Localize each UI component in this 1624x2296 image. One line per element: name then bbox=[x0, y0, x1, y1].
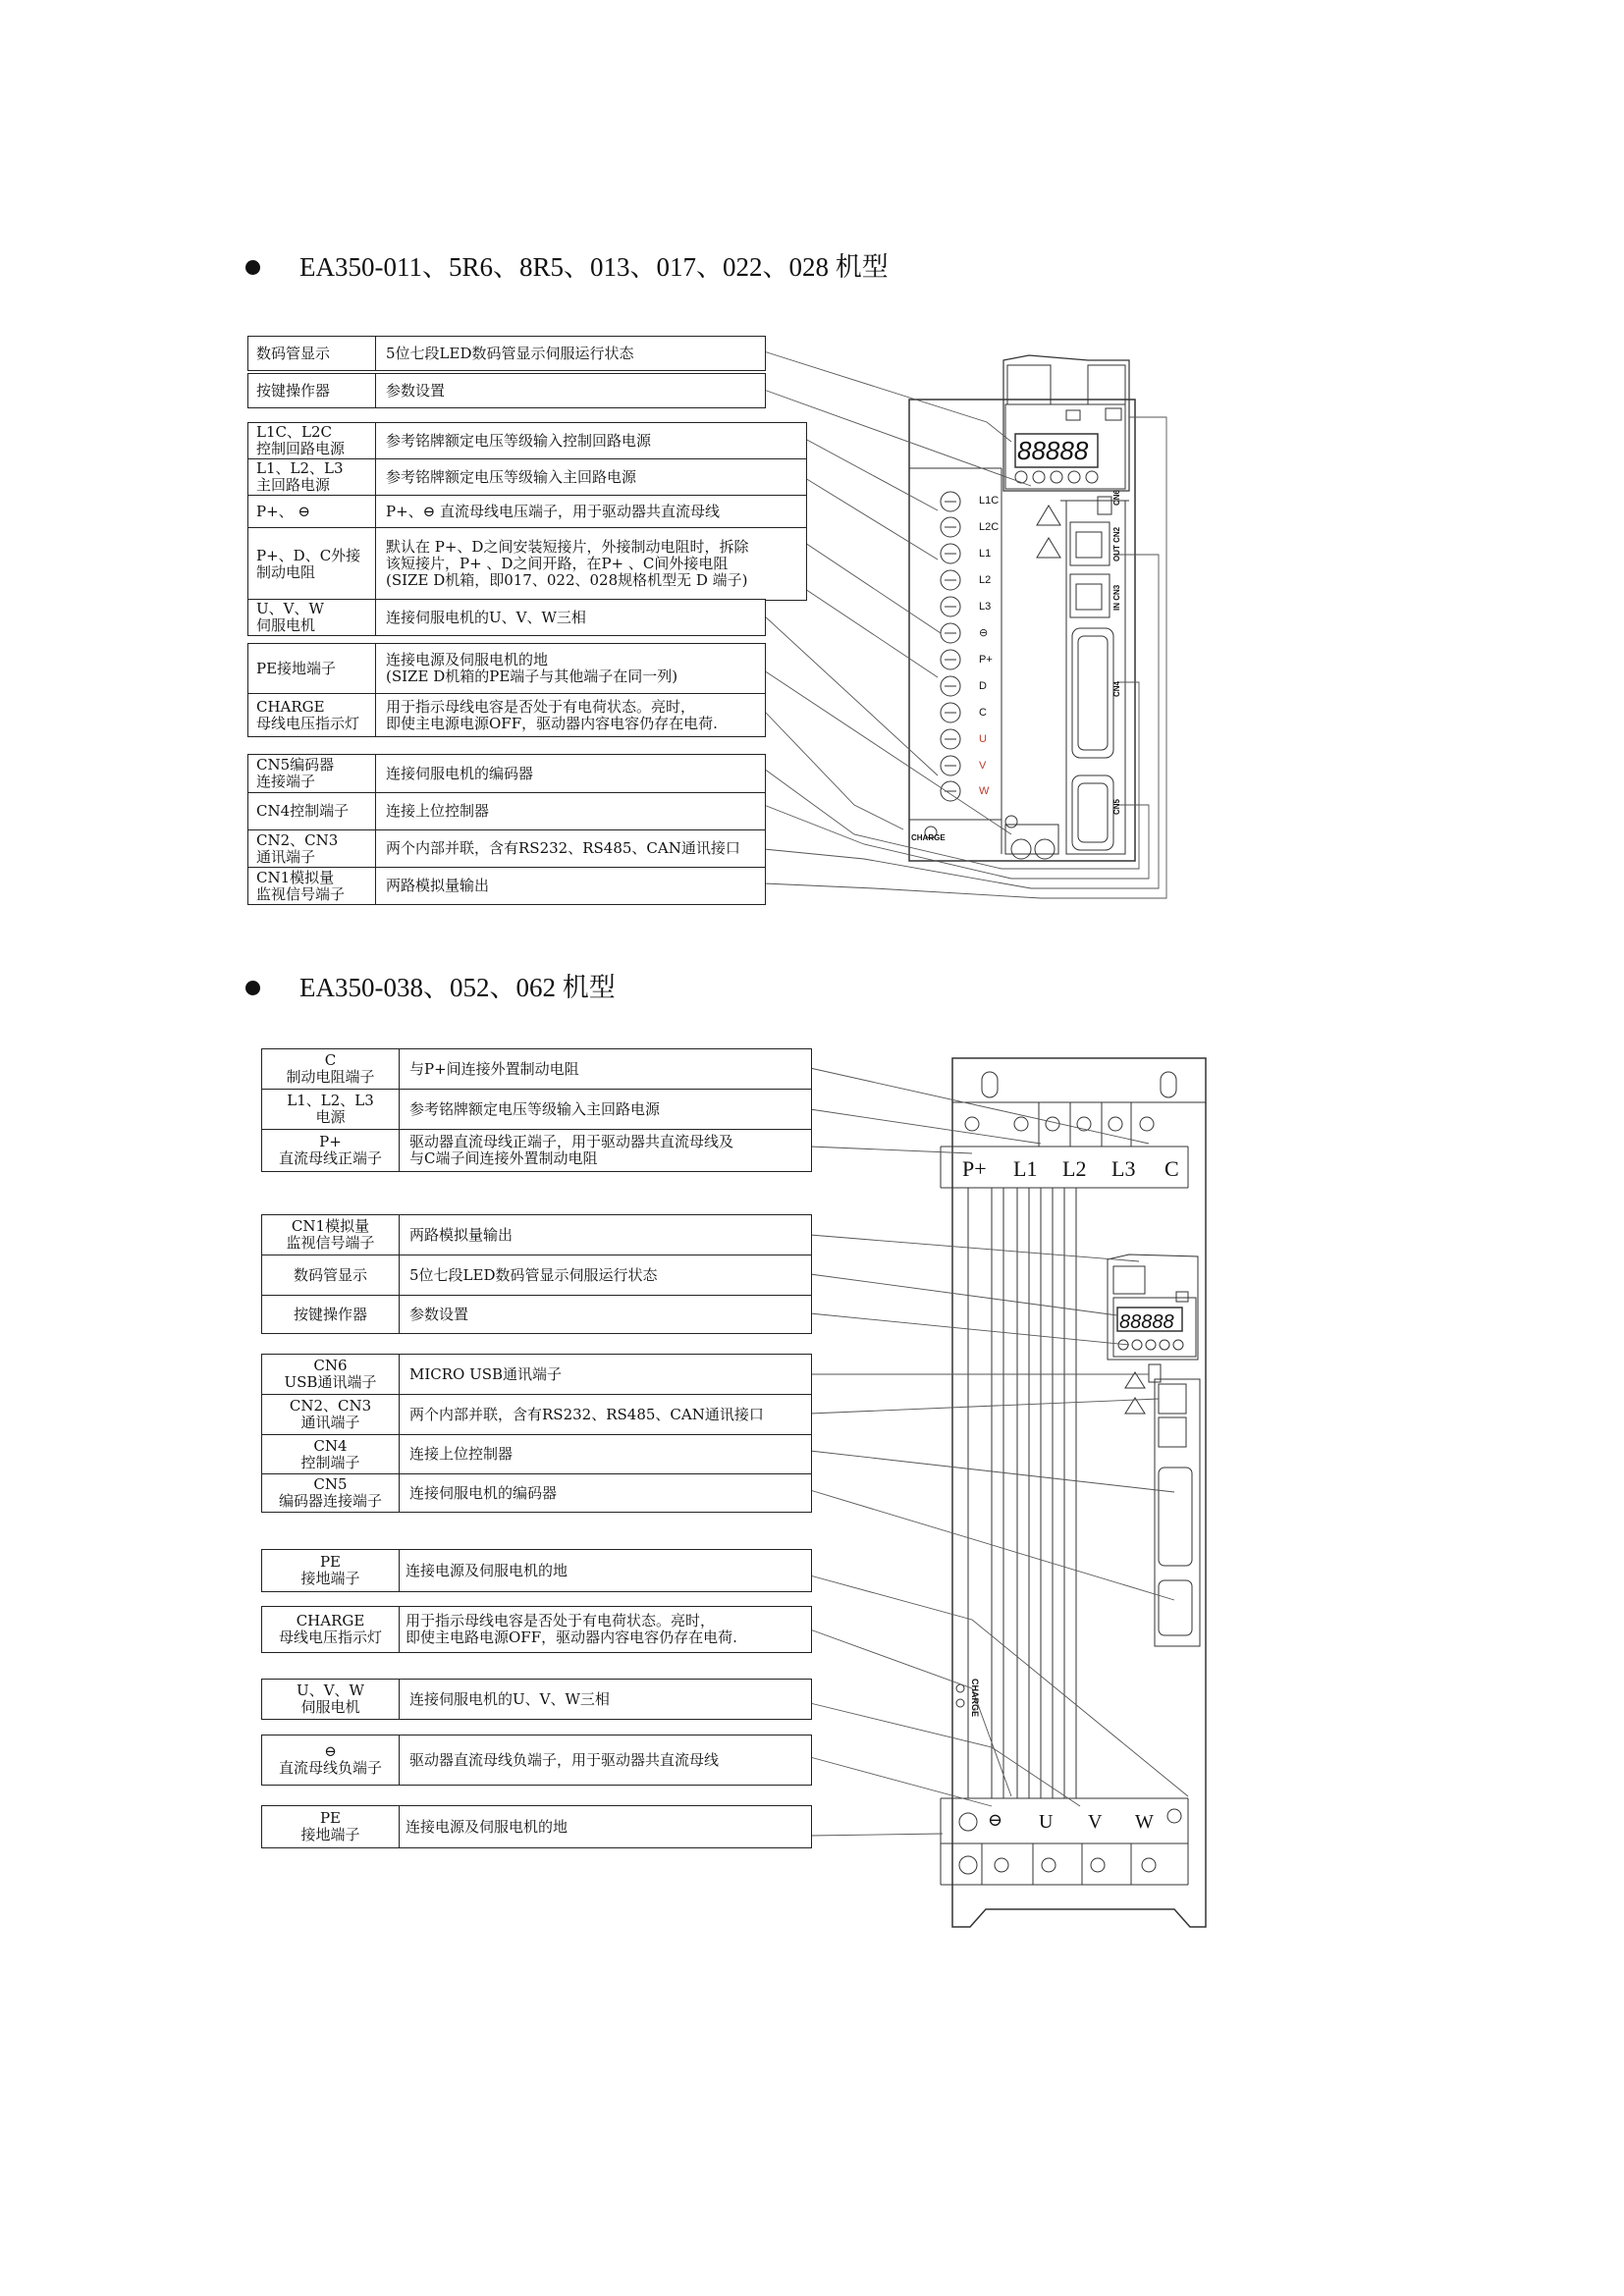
spec-name: 编码器连接端子 bbox=[278, 1492, 382, 1510]
spec-name: 监视信号端子 bbox=[256, 884, 346, 903]
spec-desc: 该短接片，P+ 、D之间开路，在P+ 、C间外接电阻 bbox=[386, 555, 729, 572]
terminal-label: U bbox=[979, 733, 987, 745]
spec-row bbox=[248, 830, 765, 868]
leader-lines-section1 bbox=[764, 351, 1166, 898]
spec-row bbox=[262, 1049, 811, 1090]
led-display-small: 88888 bbox=[1017, 436, 1089, 465]
spec-desc: 连接伺服电机的编码器 bbox=[409, 1483, 558, 1502]
leader-lines-section2 bbox=[810, 1068, 1188, 1836]
spec-desc: 连接电源及伺服电机的地 bbox=[406, 1561, 568, 1579]
spec-desc: 5位七段LED数码管显示伺服运行状态 bbox=[386, 344, 634, 362]
top-terminal-label: L2 bbox=[1062, 1156, 1087, 1181]
spec-name: L1、L2、L3 bbox=[287, 1092, 374, 1109]
spec-row bbox=[261, 1679, 812, 1720]
spec-name: CN4控制端子 bbox=[256, 802, 350, 820]
spec-name: CN1模拟量 bbox=[256, 868, 335, 886]
spec-row bbox=[262, 1355, 811, 1395]
spec-name: 控制端子 bbox=[300, 1453, 360, 1471]
spec-name: CHARGE bbox=[256, 697, 325, 716]
spec-name: 母线电压指示灯 bbox=[256, 714, 360, 732]
spec-row bbox=[262, 1130, 811, 1171]
spec-desc: 两路模拟量输出 bbox=[386, 877, 490, 894]
spec-table bbox=[247, 754, 766, 905]
terminal-label: D bbox=[979, 680, 987, 692]
spec-desc: 参数设置 bbox=[409, 1305, 469, 1323]
spec-table bbox=[261, 1354, 812, 1513]
spec-desc: 与C端子间连接外置制动电阻 bbox=[409, 1149, 598, 1167]
spec-desc: 与P+间连接外置制动电阻 bbox=[409, 1059, 579, 1078]
spec-name: P+、 ⊖ bbox=[256, 502, 310, 520]
connector-label: CN6 bbox=[1112, 489, 1121, 506]
terminal-label: L1C bbox=[979, 495, 1000, 507]
spec-desc: 连接伺服电机的编码器 bbox=[386, 764, 534, 782]
spec-name: C bbox=[324, 1051, 337, 1069]
spec-desc: 参数设置 bbox=[386, 381, 446, 400]
spec-row bbox=[248, 423, 806, 459]
spec-row bbox=[261, 1606, 812, 1653]
spec-row bbox=[262, 1090, 811, 1130]
spec-name: L1C、L2C bbox=[256, 423, 332, 441]
spec-desc: 5位七段LED数码管显示伺服运行状态 bbox=[409, 1265, 658, 1284]
spec-name: 连接端子 bbox=[256, 773, 316, 790]
spec-table bbox=[247, 422, 807, 601]
spec-name: CN5 bbox=[313, 1475, 348, 1493]
spec-name: 控制回路电源 bbox=[256, 440, 346, 457]
terminal-label: L1 bbox=[979, 548, 992, 560]
spec-desc: 连接上位控制器 bbox=[409, 1445, 514, 1463]
spec-row bbox=[247, 336, 766, 371]
spec-name: 监视信号端子 bbox=[286, 1234, 375, 1252]
spec-name: 接地端子 bbox=[300, 1826, 360, 1843]
spec-name: ⊖ bbox=[324, 1742, 337, 1760]
spec-name: 电源 bbox=[315, 1108, 346, 1126]
connector-label: CN5 bbox=[1112, 798, 1121, 815]
spec-desc: P+、⊖ 直流母线电压端子，用于驱动器共直流母线 bbox=[386, 502, 720, 520]
spec-name: U、V、W bbox=[297, 1682, 364, 1699]
spec-name: P+ bbox=[319, 1133, 342, 1150]
top-terminal-label: P+ bbox=[962, 1156, 987, 1181]
spec-name: 接地端子 bbox=[300, 1570, 360, 1587]
terminal-label: L3 bbox=[979, 601, 992, 613]
connector-label: OUT CN2 bbox=[1112, 526, 1121, 561]
top-terminal-label: L3 bbox=[1111, 1156, 1136, 1181]
spec-desc: 两个内部并联，含有RS232、RS485、CAN通讯接口 bbox=[409, 1405, 764, 1423]
spec-name: L1、L2、L3 bbox=[256, 459, 344, 477]
keypad-buttons-small bbox=[1015, 471, 1098, 483]
bottom-terminal-label: ⊖ bbox=[988, 1810, 1003, 1830]
charge-label-small: CHARGE bbox=[911, 833, 946, 842]
spec-name: CN5编码器 bbox=[256, 756, 335, 774]
spec-desc: 用于指示母线电容是否处于有电荷状态。亮时， bbox=[406, 1612, 716, 1629]
spec-row bbox=[262, 1474, 811, 1512]
spec-name: CN2、CN3 bbox=[289, 1397, 372, 1415]
spec-desc: 连接伺服电机的U、V、W三相 bbox=[409, 1689, 610, 1708]
spec-name: 数码管显示 bbox=[256, 344, 331, 362]
spec-name: 通讯端子 bbox=[256, 847, 316, 866]
terminal-label: L2 bbox=[979, 574, 992, 586]
terminal-label: V bbox=[979, 760, 987, 772]
spec-name: PE bbox=[319, 1553, 342, 1571]
spec-name: 按键操作器 bbox=[256, 381, 331, 400]
spec-desc: 驱动器直流母线负端子，用于驱动器共直流母线 bbox=[409, 1750, 720, 1769]
spec-name: 主回路电源 bbox=[256, 476, 331, 494]
spec-desc: 连接电源及伺服电机的地 bbox=[406, 1817, 568, 1836]
spec-name: CN4 bbox=[313, 1436, 348, 1455]
spec-row bbox=[248, 755, 765, 793]
spec-row bbox=[247, 599, 766, 636]
spec-desc: 默认在 P+、D之间安装短接片，外接制动电阻时，拆除 bbox=[386, 538, 749, 556]
terminal-label: C bbox=[979, 707, 987, 719]
spec-name: 制动电阻端子 bbox=[286, 1068, 375, 1086]
spec-name: 母线电压指示灯 bbox=[278, 1629, 382, 1646]
spec-desc: 参考铭牌额定电压等级输入主回路电源 bbox=[386, 467, 637, 486]
spec-row bbox=[261, 1805, 812, 1848]
charge-label-large: CHARGE bbox=[970, 1679, 980, 1718]
spec-name: USB通讯端子 bbox=[284, 1373, 377, 1391]
spec-table bbox=[247, 643, 766, 737]
spec-desc: 连接伺服电机的U、V、W三相 bbox=[386, 608, 586, 626]
spec-desc: (SIZE D机箱的PE端子与其他端子在同一列) bbox=[386, 667, 678, 685]
spec-table bbox=[261, 1048, 812, 1172]
spec-row bbox=[247, 373, 766, 408]
spec-desc: 连接上位控制器 bbox=[386, 802, 490, 820]
spec-name: CHARGE bbox=[296, 1612, 365, 1629]
spec-row bbox=[248, 459, 806, 496]
spec-row bbox=[248, 868, 765, 904]
section1-title: EA350-011、5R6、8R5、013、017、022、028 机型 bbox=[299, 252, 889, 282]
spec-row bbox=[261, 1735, 812, 1786]
spec-name: 通讯端子 bbox=[300, 1414, 360, 1431]
terminal-screws-large bbox=[956, 1117, 1181, 1874]
spec-name: P+、D、C外接 bbox=[256, 546, 361, 564]
spec-name: CN6 bbox=[313, 1357, 348, 1374]
spec-row bbox=[248, 694, 765, 736]
spec-row bbox=[248, 496, 806, 528]
terminal-label: ⊖ bbox=[979, 627, 989, 639]
terminal-label: L2C bbox=[979, 521, 1000, 533]
spec-name: U、V、W bbox=[256, 600, 324, 617]
spec-name: PE bbox=[319, 1809, 342, 1827]
spec-name: PE接地端子 bbox=[256, 659, 337, 677]
spec-row bbox=[262, 1395, 811, 1435]
bottom-terminal-label: W bbox=[1135, 1811, 1154, 1833]
section2-title: EA350-038、052、062 机型 bbox=[299, 973, 616, 1002]
bottom-terminal-label: V bbox=[1088, 1811, 1103, 1833]
spec-name: 直流母线负端子 bbox=[278, 1759, 382, 1777]
bottom-terminal-label: U bbox=[1039, 1811, 1054, 1833]
top-terminal-label: C bbox=[1164, 1156, 1179, 1181]
spec-desc: MICRO USB通讯端子 bbox=[409, 1364, 563, 1383]
spec-name: 按键操作器 bbox=[293, 1305, 367, 1323]
led-display-large: 88888 bbox=[1119, 1311, 1174, 1333]
spec-desc: 两路模拟量输出 bbox=[409, 1225, 514, 1244]
spec-row bbox=[248, 793, 765, 830]
connector-label: IN CN3 bbox=[1112, 584, 1121, 611]
spec-desc: 即使主电路电源OFF，驱动器内容电容仍存在电荷. bbox=[406, 1629, 737, 1646]
spec-row bbox=[262, 1435, 811, 1474]
spec-desc: 驱动器直流母线正端子，用于驱动器共直流母线及 bbox=[409, 1133, 734, 1150]
spec-name: CN1模拟量 bbox=[291, 1217, 370, 1235]
terminal-label: W bbox=[979, 785, 990, 797]
spec-desc: (SIZE D机箱，即017、022、028规格机型无 D 端子) bbox=[386, 571, 748, 589]
spec-row bbox=[248, 528, 806, 600]
spec-desc: 参考铭牌额定电压等级输入控制回路电源 bbox=[386, 431, 652, 450]
spec-desc: 两个内部并联，含有RS232、RS485、CAN通讯接口 bbox=[386, 839, 740, 857]
spec-row bbox=[248, 644, 765, 694]
spec-name: 直流母线正端子 bbox=[278, 1149, 382, 1167]
spec-name: 制动电阻 bbox=[256, 562, 316, 581]
top-terminal-label: L1 bbox=[1013, 1156, 1038, 1181]
spec-table bbox=[261, 1214, 812, 1334]
spec-desc: 用于指示母线电容是否处于有电荷状态。亮时， bbox=[386, 697, 696, 716]
spec-row bbox=[262, 1296, 811, 1333]
spec-desc: 连接电源及伺服电机的地 bbox=[386, 651, 549, 668]
spec-row bbox=[262, 1215, 811, 1255]
spec-name: 伺服电机 bbox=[300, 1698, 360, 1716]
drive-large-outline bbox=[941, 1058, 1206, 1927]
connector-label: CN4 bbox=[1112, 680, 1121, 697]
spec-name: CN2、CN3 bbox=[256, 830, 339, 849]
spec-row bbox=[262, 1255, 811, 1296]
spec-desc: 即使主电源电源OFF，驱动器内容电容仍存在电荷. bbox=[386, 714, 718, 732]
spec-row bbox=[261, 1549, 812, 1592]
spec-name: 伺服电机 bbox=[256, 616, 316, 634]
terminal-label: P+ bbox=[979, 654, 993, 666]
spec-name: 数码管显示 bbox=[293, 1265, 367, 1284]
spec-desc: 参考铭牌额定电压等级输入主回路电源 bbox=[409, 1099, 661, 1118]
